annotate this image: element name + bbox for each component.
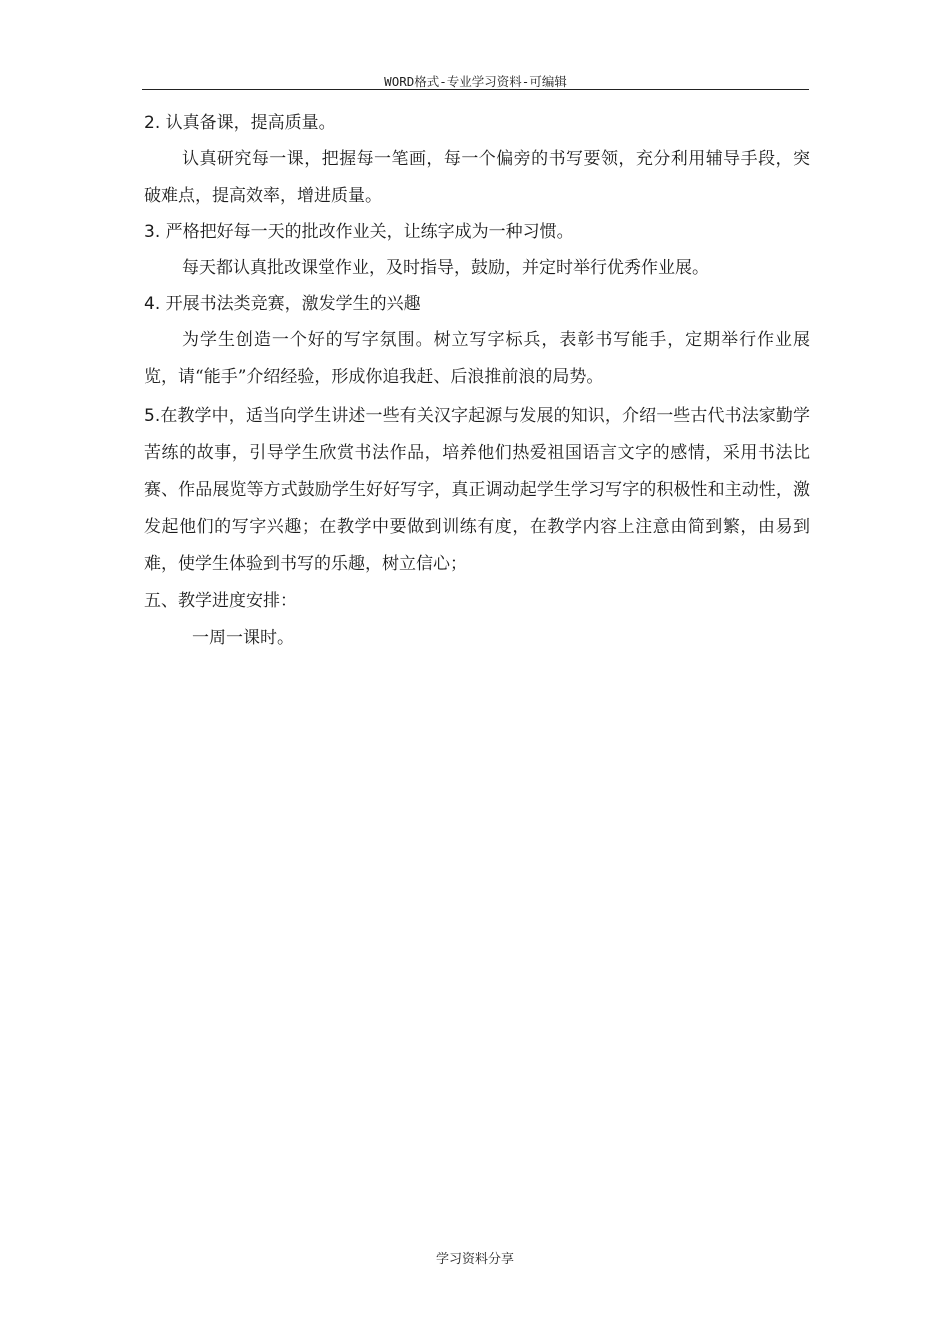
section-five-body: 一周一课时。 [192,628,294,648]
section-2-title: 认真备课，提高质量。 [165,113,336,133]
section-4-title: 开展书法类竞赛，激发学生的兴趣 [165,294,421,314]
header-rule [142,89,809,90]
section-2-body: 认真研究每一课，把握每一笔画，每一个偏旁的书写要领，充分利用辅导手段，突破难点，提高效率，增进质量。 [144,149,810,206]
item-5-paragraph [144,398,810,583]
document-body [144,108,810,657]
page-header: WORD格式-专业学习资料-可编辑 [384,74,567,89]
item-5-number: 5. [144,406,161,426]
section-4-heading [144,289,810,319]
section-3-heading [144,217,810,247]
section-2-heading [144,108,810,138]
section-five-title: 五、教学进度安排： [144,591,297,611]
section-3-number: 3. [144,222,161,242]
section-3-body: 每天都认真批改课堂作业，及时指导，鼓励，并定时举行优秀作业展。 [182,258,709,278]
section-3-title: 严格把好每一天的批改作业关，让练字成为一种习惯。 [165,222,574,242]
section-4-body: 为学生创造一个好的写字氛围。树立写字标兵，表彰书写能手，定期举行作业展览，请“能手”介绍经验，形成你追我赶、后浪推前浪的局势。 [144,330,810,387]
item-5-text: 在教学中，适当向学生讲述一些有关汉字起源与发展的知识，介绍一些古代书法家勤学苦练的故事，引导学生欣赏书法作品，培养他们热爱祖国语言文字的感情，采用书法比赛、作品展览等方式鼓励学生好好写字，真正调动起学生学习写字的积极性和主动性，激发起他们的写字兴趣；在教学中要做到训练有度，在教学内容上注意由简到繁，由易到难，使学生体验到书写的乐趣，树立信心； [144,406,810,574]
page-footer: 学习资料分享 [435,1252,514,1267]
section-2-number: 2. [144,113,161,133]
section-4-number: 4. [144,294,161,314]
